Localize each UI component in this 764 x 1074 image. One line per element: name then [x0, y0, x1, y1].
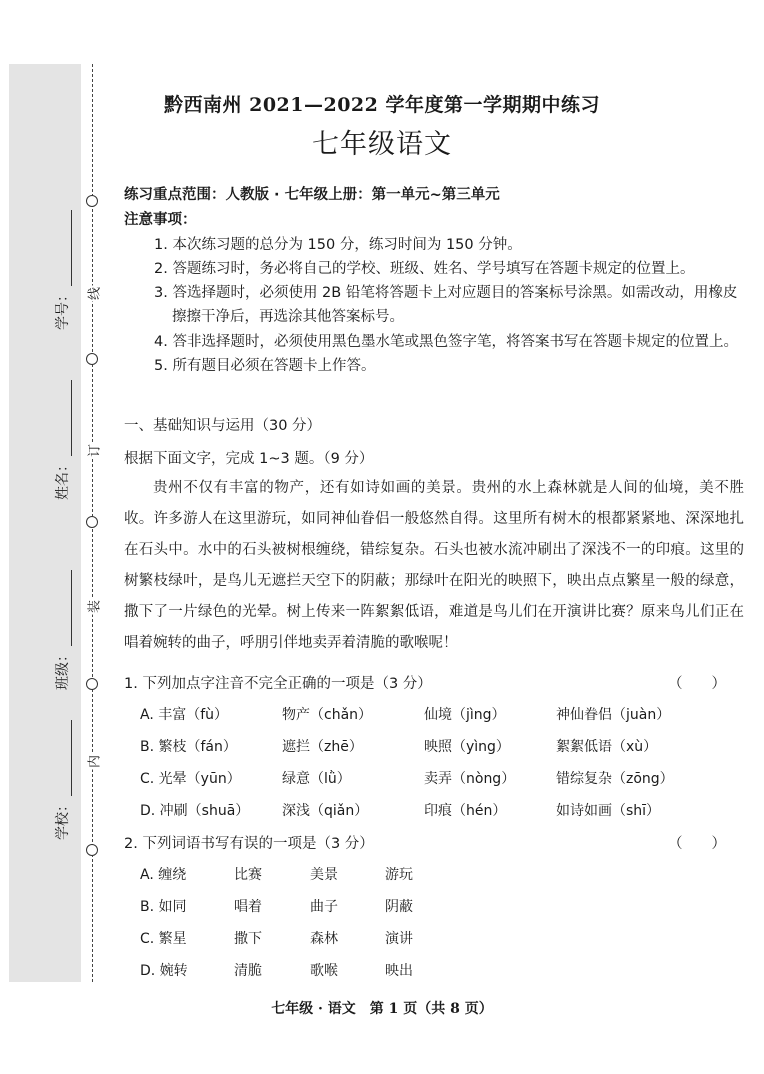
scope-line: 练习重点范围：人教版 · 七年级上册：第一单元~第三单元	[124, 187, 500, 203]
option-word: 唱着	[234, 899, 262, 915]
name-label: 姓名：	[55, 458, 71, 500]
option-word: 物产（chǎn）	[282, 707, 373, 723]
punch-hole	[86, 678, 98, 690]
option-word: 絮絮低语（xù）	[556, 739, 658, 755]
binding-margin	[9, 64, 81, 982]
option-word: 歌喉	[310, 963, 338, 979]
option-word: 遮拦（zhē）	[282, 739, 363, 755]
option-word: 美景	[310, 867, 338, 883]
option-word: A. 丰富（fù）	[140, 707, 229, 723]
student-no-field[interactable]	[52, 210, 72, 330]
reading-passage: 贵州不仅有丰富的物产，还有如诗如画的美景。贵州的水上森林就是人间的仙境，美不胜收。许多游人在这里游玩，如同神仙眷侣一般悠然自得。这里所有树木的根都紧紧地、深深地扎在石头中。水中的石头被树根缠绕，错综复杂。石头也被水流冲刷出了深浅不一的印痕。这里的树繁枝绿叶，是鸟儿无遮拦天空下的阴蔽；那绿叶在阳光的映照下，映出点点繁星一般的绿意，撒下了一片绿色的光晕。树上传来一阵絮絮低语，难道是鸟儿们在开演讲比赛？原来鸟儿们正在唱着婉转的曲子，呼朋引伴地卖弄着清脆的歌喉呢！	[124, 480, 744, 651]
passage-instruction: 根据下面文字，完成 1~3 题。（9 分）	[124, 451, 374, 467]
name-blank[interactable]	[57, 380, 72, 456]
question-1-stem: 1. 下列加点字注音不完全正确的一项是（3 分）	[124, 676, 432, 692]
option-word: 映出	[385, 963, 413, 979]
answer-paren[interactable]: （ ）	[668, 676, 726, 692]
option-word: B. 繁枝（fán）	[140, 739, 237, 755]
punch-hole	[86, 195, 98, 207]
class-blank[interactable]	[57, 570, 72, 646]
answer-paren[interactable]: （ ）	[668, 836, 726, 852]
option-word: D. 冲刷（shuā）	[140, 803, 250, 819]
student-no-blank[interactable]	[57, 210, 72, 286]
option-word: C. 光晕（yūn）	[140, 771, 241, 787]
option-word: 神仙眷侣（juàn）	[556, 707, 671, 723]
page-footer: 七年级 · 语文 第 1 页（共 8 页）	[271, 1001, 493, 1017]
option-word: 印痕（hén）	[424, 803, 507, 819]
name-field[interactable]	[52, 380, 72, 500]
seal-char: 订	[84, 443, 103, 459]
section-heading: 一、基础知识与运用（30 分）	[124, 418, 322, 434]
option-word: 错综复杂（zōng）	[556, 771, 674, 787]
notice-item: 2. 答题练习时，务必将自己的学校、班级、姓名、学号填写在答题卡规定的位置上。	[154, 261, 695, 277]
punch-hole	[86, 353, 98, 365]
option-word: 清脆	[234, 963, 262, 979]
notice-item: 5. 所有题目必须在答题卡上作答。	[154, 358, 376, 374]
option-word: 曲子	[310, 899, 338, 915]
option-word: B. 如同	[140, 899, 187, 915]
class-field[interactable]	[52, 570, 72, 690]
option-word: 映照（yìng）	[424, 739, 510, 755]
option-word: D. 婉转	[140, 963, 188, 979]
exam-subject: 七年级语文	[312, 129, 452, 160]
option-word: 如诗如画（shī）	[556, 803, 661, 819]
option-word: 仙境（jìng）	[424, 707, 506, 723]
option-word: A. 缠绕	[140, 867, 187, 883]
notice-item-continued: 擦擦干净后，再选涂其他答案标号。	[172, 309, 404, 325]
option-word: 深浅（qiǎn）	[282, 803, 369, 819]
option-word: 卖弄（nòng）	[424, 771, 516, 787]
question-2-stem: 2. 下列词语书写有误的一项是（3 分）	[124, 836, 374, 852]
student-no-label: 学号：	[55, 288, 71, 330]
notice-heading: 注意事项：	[124, 212, 197, 228]
option-word: 比赛	[234, 867, 262, 883]
notice-item: 3. 答选择题时，必须使用 2B 铅笔将答题卡上对应题目的答案标号涂黑。如需改动，用橡皮	[154, 285, 738, 301]
option-word: 演讲	[385, 931, 413, 947]
option-word: 森林	[310, 931, 338, 947]
option-word: 绿意（lǜ）	[282, 771, 351, 787]
option-word: 游玩	[385, 867, 413, 883]
option-word: 阴蔽	[385, 899, 413, 915]
class-label: 班级：	[55, 648, 71, 690]
school-label: 学校：	[55, 798, 71, 840]
punch-hole	[86, 516, 98, 528]
exam-title: 黔西南州 2021—2022 学年度第一学期期中练习	[164, 94, 600, 116]
seal-char: 线	[84, 286, 103, 302]
school-blank[interactable]	[57, 720, 72, 796]
seal-char: 内	[84, 754, 103, 770]
notice-item: 1. 本次练习题的总分为 150 分，练习时间为 150 分钟。	[154, 237, 522, 253]
school-field[interactable]	[52, 720, 72, 840]
option-word: C. 繁星	[140, 931, 187, 947]
option-word: 撒下	[234, 931, 262, 947]
seal-char: 装	[84, 599, 103, 615]
notice-item: 4. 答非选择题时，必须使用黑色墨水笔或黑色签字笔，将答案书写在答题卡规定的位置上。	[154, 334, 738, 350]
punch-hole	[86, 844, 98, 856]
